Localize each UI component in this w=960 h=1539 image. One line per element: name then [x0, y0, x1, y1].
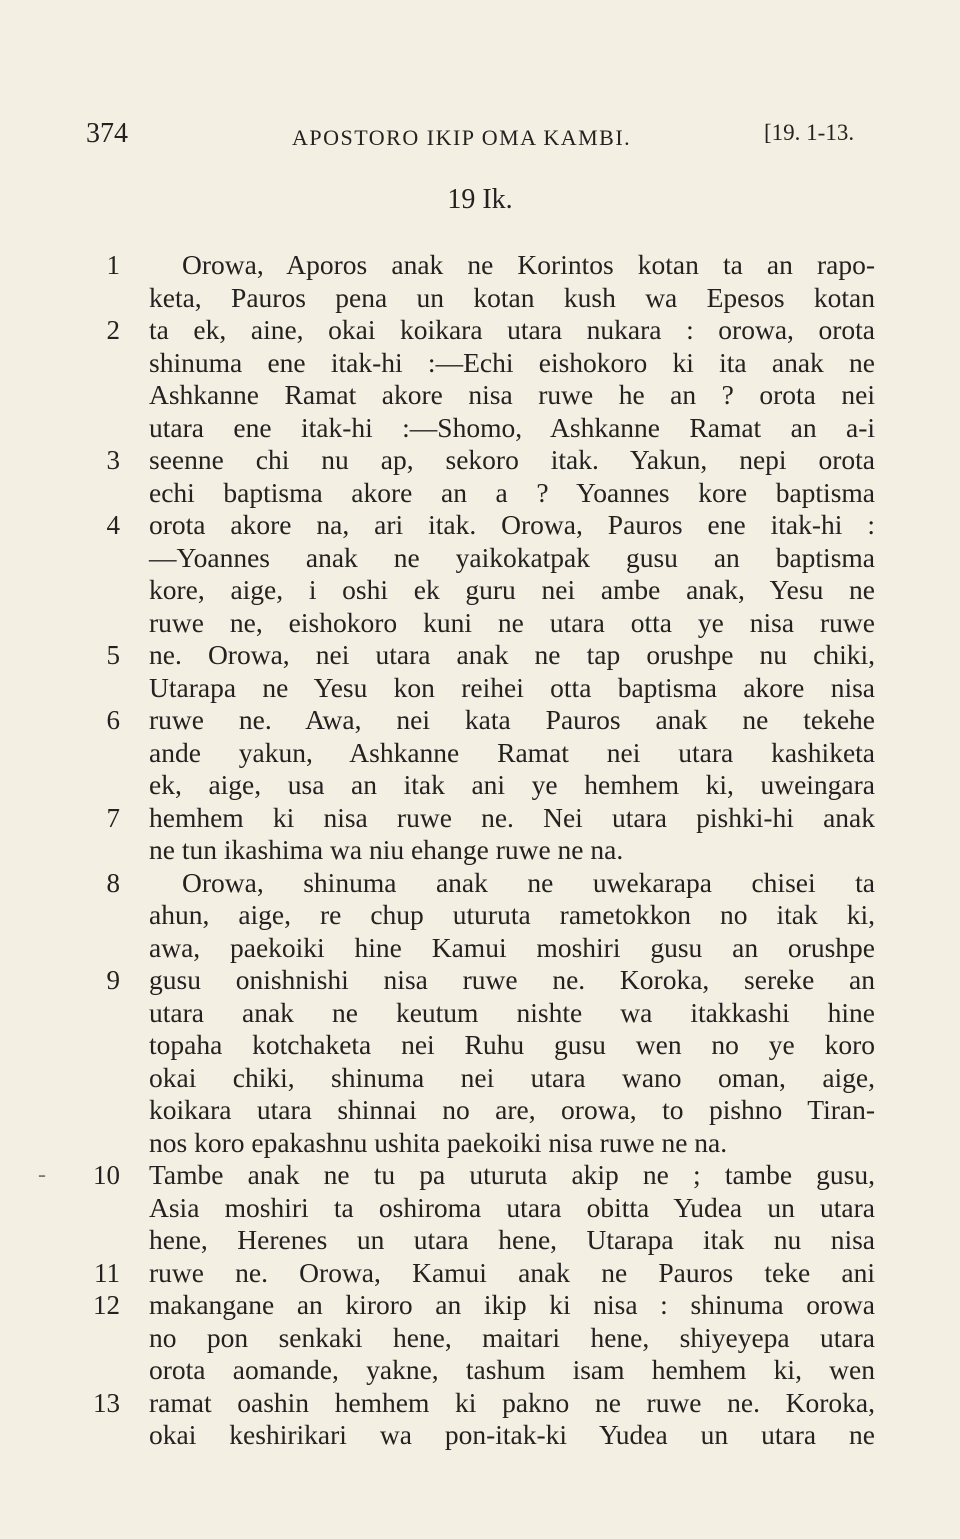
text-line [0, 346, 960, 379]
line-text: ramat oashin hemhem ki pakno ne ruwe ne. Koroka, [149, 1386, 875, 1418]
line-text: koikara utara shinnai no are, orowa, to pishno Tiran- [149, 1094, 875, 1125]
line-text: ahun, aige, re chup uturuta rametokkon no itak ki, [149, 899, 875, 930]
text-line [0, 1126, 960, 1159]
text-line [0, 898, 960, 931]
verse-number: 4 [106, 510, 120, 540]
text-line [0, 703, 960, 736]
text-line [0, 768, 960, 801]
text-line [0, 573, 960, 606]
line-text: orota akore na, ari itak. Orowa, Pauros ene itak-hi : [149, 509, 875, 540]
line-text: seenne chi nu ap, sekoro itak. Yakun, nepi orota [149, 444, 875, 475]
line-text: shinuma ene itak-hi :—Echi eishokoro ki ita anak ne [149, 346, 875, 378]
verse-number: 6 [106, 705, 120, 735]
page-number: 374 [86, 118, 128, 149]
verse-number: 11 [94, 1257, 120, 1288]
text-line [0, 833, 960, 866]
verse-number: 10 [93, 1160, 120, 1190]
line-text: okai keshirikari wa pon-itak-ki Yudea un utara ne [149, 1419, 875, 1450]
verse-number: 9 [106, 965, 120, 995]
text-line [0, 508, 960, 541]
line-text: Orowa, Aporos anak ne Korintos kotan ta an rapo- [182, 249, 875, 280]
text-line [0, 1191, 960, 1224]
text-line [0, 313, 960, 346]
chapter-reference: [19. 1-13. [764, 120, 855, 145]
line-text: utara ene itak-hi :—Shomo, Ashkanne Ramat an a-i [149, 411, 875, 443]
line-text: no pon senkaki hene, maitari hene, shiyeyepa utara [149, 1321, 875, 1353]
text-line [0, 801, 960, 834]
line-text: kore, aige, i oshi ek guru nei ambe anak, Yesu ne [149, 574, 875, 605]
text-line [0, 638, 960, 671]
line-text: ruwe ne, eishokoro kuni ne utara otta ye nisa ruwe [149, 606, 875, 638]
text-line [0, 963, 960, 996]
text-line [0, 1061, 960, 1094]
text-line [0, 1223, 960, 1256]
verse-number: 7 [106, 802, 120, 833]
text-line [0, 1418, 960, 1451]
line-text: Utarapa ne Yesu kon reihei otta baptisma akore nisa [149, 671, 875, 703]
text-line [0, 248, 960, 281]
text-line [0, 378, 960, 411]
line-text: Ashkanne Ramat akore nisa ruwe he an ? orota nei [149, 379, 875, 410]
line-text: ne. Orowa, nei utara anak ne tap orushpe nu chiki, [149, 639, 875, 670]
line-text: ruwe ne. Awa, nei kata Pauros anak ne tekehe [149, 704, 875, 735]
text-line [0, 1321, 960, 1354]
text-line [0, 411, 960, 444]
line-text: ne tun ikashima wa niu ehange ruwe ne na. [149, 834, 624, 865]
line-text: Asia moshiri ta oshiroma utara obitta Yudea un utara [149, 1191, 875, 1223]
text-line [0, 1158, 960, 1191]
line-text: —Yoannes anak ne yaikokatpak gusu an baptisma [149, 541, 875, 573]
line-text: Tambe anak ne tu pa uturuta akip ne ; tambe gusu, [149, 1159, 875, 1190]
text-line [0, 1386, 960, 1419]
verse-number: 5 [106, 640, 120, 670]
text-line [0, 1256, 960, 1289]
verse-number: 2 [106, 315, 120, 345]
line-text: ek, aige, usa an itak ani ye hemhem ki, uweingara [149, 769, 875, 800]
verse-number: 12 [93, 1290, 120, 1320]
line-text: hemhem ki nisa ruwe ne. Nei utara pishki-hi anak [149, 801, 875, 833]
text-line [0, 606, 960, 639]
text-line [0, 1028, 960, 1061]
line-text: gusu onishnishi nisa ruwe ne. Koroka, sereke an [149, 964, 875, 995]
line-text: ruwe ne. Orowa, Kamui anak ne Pauros teke ani [149, 1256, 875, 1288]
verse-number: 8 [106, 867, 120, 898]
text-line [0, 671, 960, 704]
line-text: ta ek, aine, okai koikara utara nukara : orowa, orota [149, 314, 875, 345]
text-line [0, 1288, 960, 1321]
line-text: keta, Pauros pena un kotan kush wa Epesos kotan [149, 281, 875, 313]
text-line [0, 541, 960, 574]
text-body [0, 248, 960, 1451]
running-title: APOSTORO IKIP OMA KAMBI. [292, 125, 632, 150]
text-line [0, 1353, 960, 1386]
text-line [0, 996, 960, 1029]
text-line [0, 443, 960, 476]
line-text: ande yakun, Ashkanne Ramat nei utara kashiketa [149, 736, 875, 768]
verse-number: 1 [106, 250, 120, 280]
text-line [0, 866, 960, 899]
verse-number: 13 [93, 1387, 120, 1418]
line-text: hene, Herenes un utara hene, Utarapa itak nu nisa [149, 1224, 875, 1255]
line-text: orota aomande, yakne, tashum isam hemhem ki, wen [149, 1354, 875, 1385]
text-line [0, 1093, 960, 1126]
page-header [0, 118, 960, 158]
line-text: okai chiki, shinuma nei utara wano oman, aige, [149, 1061, 875, 1093]
margin-mark: - [38, 1162, 46, 1188]
line-text: makangane an kiroro an ikip ki nisa : shinuma orowa [149, 1289, 875, 1320]
verse-number: 3 [106, 445, 120, 475]
line-text: topaha kotchaketa nei Ruhu gusu wen no ye koro [149, 1029, 875, 1060]
text-line [0, 281, 960, 314]
text-line [0, 931, 960, 964]
line-text: awa, paekoiki hine Kamui moshiri gusu an orushpe [149, 931, 875, 963]
text-line [0, 476, 960, 509]
text-line [0, 736, 960, 769]
line-text: utara anak ne keutum nishte wa itakkashi hine [149, 996, 875, 1028]
line-text: nos koro epakashnu ushita paekoiki nisa ruwe ne na. [149, 1126, 728, 1158]
chapter-heading: 19 Ik. [447, 184, 513, 215]
line-text: Orowa, shinuma anak ne uwekarapa chisei ta [182, 866, 875, 898]
line-text: echi baptisma akore an a ? Yoannes kore baptisma [149, 476, 875, 508]
